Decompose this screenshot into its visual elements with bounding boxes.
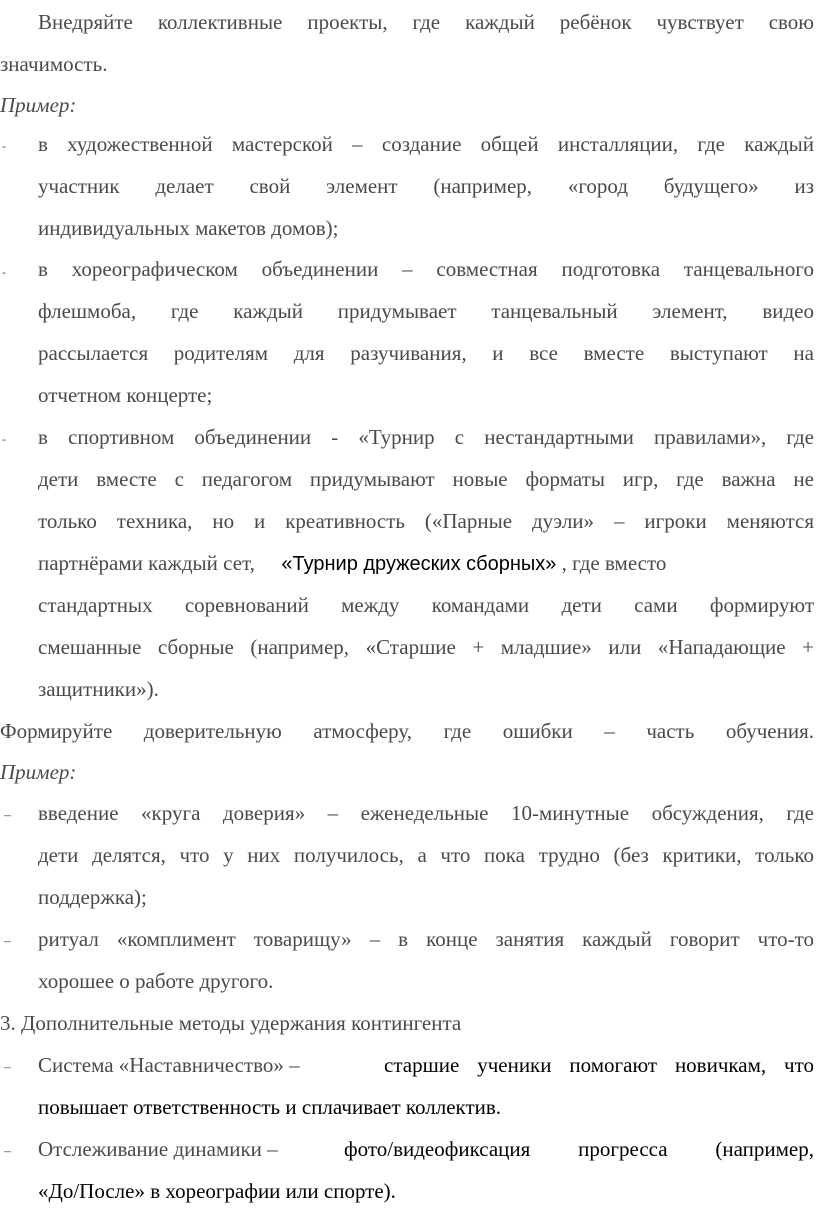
list-item-line: в художественной мастерской – создание общей инсталляции, где каждый xyxy=(38,132,814,156)
list-item-line: хорошее о работе другого. xyxy=(38,969,274,993)
example-label-1: Пример: xyxy=(0,93,77,117)
list-item-line-mixed xyxy=(38,553,666,574)
list-item-line: дети делятся, что у них получилось, а что пока трудно (без критики, только xyxy=(38,843,814,867)
list-item-line: повышает ответственность и сплачивает коллектив. xyxy=(38,1095,502,1119)
list-item-line-mixed xyxy=(38,1055,814,1076)
list-item-line: только техника, но и креативность («Парные дуэли» – игроки меняются xyxy=(38,509,814,533)
list-marker: - xyxy=(2,139,6,153)
list-item-term: Отслеживание динамики – xyxy=(38,1137,278,1161)
list-item-text: старшие ученики помогают новичкам, что xyxy=(384,1053,814,1077)
list-marker: - xyxy=(2,265,6,279)
list-item-line: защитники»). xyxy=(38,677,159,701)
list-item-text: фото/видеофиксация прогресса (например, xyxy=(344,1137,814,1161)
example-label-2: Пример: xyxy=(0,760,77,784)
list-item-line: отчетном концерте; xyxy=(38,383,213,407)
list-item-line: флешмоба, где каждый придумывает танцевальный элемент, видео xyxy=(38,299,814,323)
paragraph-intro-1-cont: значимость. xyxy=(0,52,108,76)
list-marker: – xyxy=(4,808,11,823)
list-item-line: участник делает свой элемент (например, «город будущего» из xyxy=(38,174,814,198)
section-heading: 3. Дополнительные методы удержания контингента xyxy=(0,1011,462,1035)
list-item-text: партнёрами каждый сет, xyxy=(38,551,255,575)
list-item-line: в спортивном объединении - «Турнир с нестандартными правилами», где xyxy=(38,425,814,449)
list-item-line: стандартных соревнований между командами дети сами формируют xyxy=(38,593,814,617)
paragraph-intro-1: Внедряйте коллективные проекты, где каждый ребёнок чувствует свою xyxy=(38,10,814,34)
list-item-line: дети вместе с педагогом придумывают новые форматы игр, где важна не xyxy=(38,467,814,491)
list-marker: – xyxy=(4,1060,11,1075)
list-item-line: смешанные сборные (например, «Старшие + младшие» или «Нападающие + xyxy=(38,635,814,659)
list-item-line: поддержка); xyxy=(38,885,147,909)
list-item-text: , где вместо xyxy=(561,551,667,575)
list-marker: – xyxy=(4,1144,11,1159)
highlighted-title: «Турнир дружеских сборных» xyxy=(281,553,557,575)
list-item-line-mixed xyxy=(38,1139,814,1160)
list-marker: – xyxy=(4,934,11,949)
list-item-line: в хореографическом объединении – совместная подготовка танцевального xyxy=(38,257,814,281)
list-item-line: индивидуальных макетов домов); xyxy=(38,216,339,240)
list-marker: - xyxy=(2,432,6,446)
list-item-line: «До/После» в хореографии или спорте). xyxy=(38,1179,396,1203)
paragraph-intro-2: Формируйте доверительную атмосферу, где ошибки – часть обучения. xyxy=(0,719,814,743)
list-item-line: ритуал «комплимент товарищу» – в конце занятия каждый говорит что-то xyxy=(38,927,814,951)
list-item-line: введение «круга доверия» – еженедельные 10-минутные обсуждения, где xyxy=(38,801,814,825)
list-item-term: Система «Наставничество» – xyxy=(38,1053,300,1077)
list-item-line: рассылается родителям для разучивания, и все вместе выступают на xyxy=(38,341,814,365)
